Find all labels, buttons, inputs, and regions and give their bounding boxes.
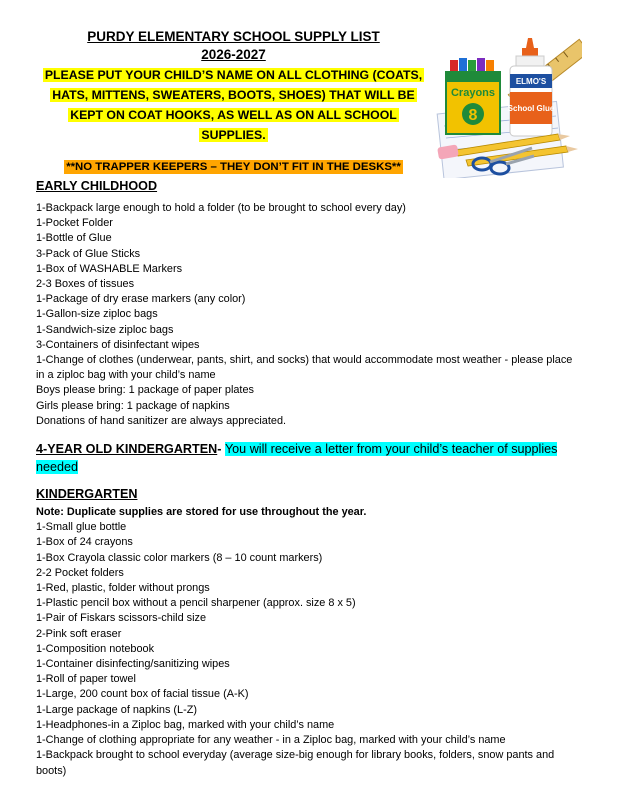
- list-item: 3-Containers of disinfectant wipes: [36, 338, 200, 351]
- list-item: 1-Headphones-in a Ziploc bag, marked with your child’s name: [36, 718, 335, 731]
- list-item: 1-Sandwich-size ziploc bags: [36, 323, 174, 336]
- school-year: 2026-2027: [201, 47, 266, 62]
- list-item: 1-Large, 200 count box of facial tissue (A-K): [36, 688, 249, 701]
- list-item: 1-Pocket Folder: [36, 217, 113, 230]
- list-item: 1-Composition notebook: [36, 642, 155, 655]
- list-item: 2-Pink soft eraser: [36, 627, 122, 640]
- list-item: 1-Large package of napkins (L-Z): [36, 703, 198, 716]
- list-item: 1-Red, plastic, folder without prongs: [36, 582, 210, 595]
- four-year-kindergarten-section: [36, 440, 581, 476]
- list-item: Boys please bring: 1 package of paper plates: [36, 384, 254, 397]
- list-item: 1-Change of clothes (underwear, pants, shirt, and socks) that would accommodate most weather - please place in a ziploc bag with your child’s name: [36, 354, 573, 382]
- list-item: 1-Container disinfecting/sanitizing wipes: [36, 658, 230, 671]
- four-year-kindergarten-heading: 4-YEAR OLD KINDERGARTEN: [36, 442, 218, 457]
- glue-brand: ELMO'S: [515, 77, 547, 86]
- glue-label: School Glue: [507, 104, 555, 113]
- early-childhood-list: [36, 201, 581, 429]
- list-item: Donations of hand sanitizer are always appreciated.: [36, 414, 287, 427]
- crayons-label: Crayons: [450, 87, 496, 99]
- crayons-count: 8: [468, 107, 478, 124]
- list-item: 1-Small glue bottle: [36, 521, 127, 534]
- list-item: 1-Change of clothing appropriate for any weather - in a Ziploc bag, marked with your child’s name: [36, 734, 506, 747]
- document-body: [36, 178, 581, 779]
- list-item: 1-Pair of Fiskars scissors-child size: [36, 612, 207, 625]
- list-item: 1-Plastic pencil box without a pencil sharpener (approx. size 8 x 5): [36, 597, 356, 610]
- list-item: 3-Pack of Glue Sticks: [36, 247, 141, 260]
- list-item: 1-Backpack brought to school everyday (average size-big enough for library books, folders, snow pants and boots): [36, 749, 555, 777]
- kindergarten-list: [36, 520, 581, 778]
- four-year-kindergarten-note: You will receive a letter from your child’s teacher of supplies needed: [36, 442, 558, 475]
- list-item: 1-Package of dry erase markers (any color): [36, 293, 246, 306]
- kindergarten-note: Note: Duplicate supplies are stored for use throughout the year.: [36, 506, 367, 519]
- document-title: PURDY ELEMENTARY SCHOOL SUPPLY LIST: [87, 29, 380, 44]
- document-header: [36, 28, 431, 175]
- list-item: 1-Gallon-size ziploc bags: [36, 308, 158, 321]
- list-item: 1-Roll of paper towel: [36, 673, 136, 686]
- kindergarten-heading: KINDERGARTEN: [36, 487, 138, 502]
- trapper-keeper-warning: **NO TRAPPER KEEPERS – THEY DON’T FIT IN THE DESKS**: [66, 161, 401, 173]
- list-item: 1-Box of 24 crayons: [36, 536, 133, 549]
- heading-dash: -: [217, 442, 225, 457]
- list-item: 2-3 Boxes of tissues: [36, 278, 135, 291]
- list-item: 1-Box Crayola classic color markers (8 – 10 count markers): [36, 551, 323, 564]
- early-childhood-heading: EARLY CHILDHOOD: [36, 179, 158, 193]
- school-supplies-clipart: [436, 38, 582, 178]
- list-item: 1-Bottle of Glue: [36, 232, 112, 245]
- list-item: 1-Backpack large enough to hold a folder (to be brought to school every day): [36, 202, 406, 214]
- list-item: 1-Box of WASHABLE Markers: [36, 262, 183, 275]
- crayons-box-image: [446, 58, 500, 134]
- list-item: Girls please bring: 1 package of napkins: [36, 399, 230, 412]
- list-item: 2-2 Pocket folders: [36, 566, 124, 579]
- name-label-notice: PLEASE PUT YOUR CHILD’S NAME ON ALL CLOTHING (COATS, HATS, MITTENS, SWEATERS, BOOTS, SHOES) THAT WILL BE KEPT ON COAT HOOKS, AS WELL AS ON ALL SCHOOL SUPPLIES.: [44, 68, 423, 142]
- glue-bottle-image: [508, 38, 555, 136]
